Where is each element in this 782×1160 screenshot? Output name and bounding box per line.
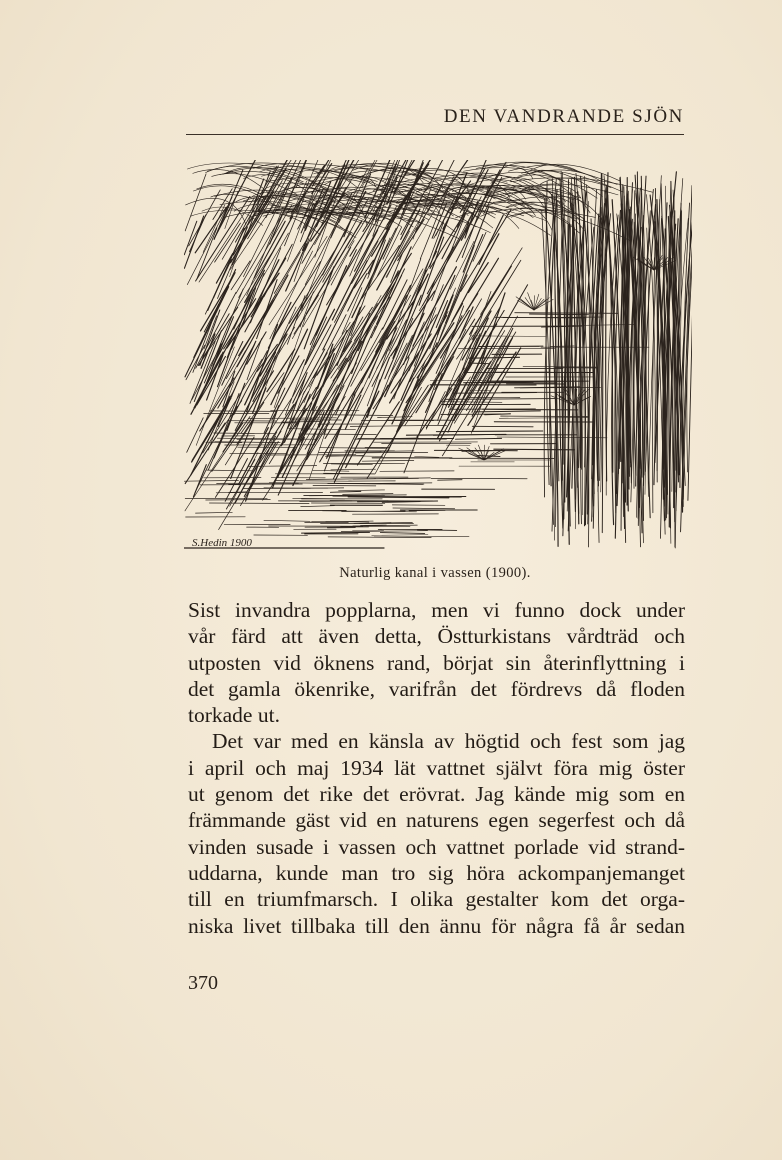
ink-stroke xyxy=(472,426,533,427)
ink-stroke xyxy=(374,478,430,479)
ink-stroke xyxy=(377,209,420,290)
running-head: DEN VANDRANDE SJÖN xyxy=(443,106,684,127)
ink-stroke xyxy=(313,317,327,347)
ink-stroke xyxy=(206,500,271,501)
ink-stroke xyxy=(350,425,446,426)
ink-stroke xyxy=(275,481,351,482)
ink-stroke xyxy=(301,506,335,507)
ink-stroke xyxy=(235,451,263,504)
ink-stroke xyxy=(293,325,331,397)
ink-stroke xyxy=(438,338,477,425)
text-line: Det var med en känsla av högtid och fest som jag xyxy=(212,729,685,754)
ink-stroke xyxy=(209,503,309,504)
ink-stroke xyxy=(523,366,596,367)
ink-stroke xyxy=(393,508,455,509)
ink-stroke xyxy=(271,329,308,404)
ink-stroke xyxy=(362,460,414,461)
ink-stroke xyxy=(497,437,607,438)
ink-stroke xyxy=(367,380,380,417)
ink-stroke xyxy=(230,196,258,277)
ink-stroke xyxy=(299,434,377,435)
ink-stroke xyxy=(196,292,236,368)
ink-stroke xyxy=(468,263,488,293)
ink-stroke xyxy=(339,490,385,491)
ink-stroke xyxy=(333,408,369,480)
ink-stroke xyxy=(341,531,427,532)
text-line: till en triumfmarsch. I olika gestalter kom det orga- xyxy=(188,887,685,912)
ink-stroke xyxy=(313,470,349,471)
ink-stroke xyxy=(254,221,285,278)
ink-stroke xyxy=(185,287,229,377)
ink-stroke xyxy=(333,496,405,497)
ink-stroke xyxy=(317,166,433,173)
ink-stroke xyxy=(302,532,370,533)
ink-stroke xyxy=(475,411,541,412)
ink-stroke xyxy=(542,211,554,525)
ink-stroke xyxy=(210,411,277,412)
ink-stroke xyxy=(274,220,318,293)
ink-stroke xyxy=(293,498,345,499)
ink-stroke xyxy=(309,495,406,496)
ink-stroke xyxy=(196,512,233,513)
text-line: utposten vid öknens rand, börjat sin återinflyttning i xyxy=(188,650,685,675)
ink-stroke xyxy=(426,392,445,430)
ink-stroke xyxy=(413,267,456,346)
reeds-canal-illustration xyxy=(184,160,692,552)
ink-stroke xyxy=(264,520,310,521)
ink-stroke xyxy=(456,438,502,439)
body-text xyxy=(188,597,685,939)
ink-stroke xyxy=(237,275,288,367)
ink-stroke xyxy=(462,311,491,360)
illustration-signature: S.Hedin 1900 xyxy=(192,537,252,549)
ink-stroke xyxy=(282,421,321,422)
text-line: vinden susade i vassen och vattnet porlade vid strand- xyxy=(188,834,685,859)
ink-stroke xyxy=(417,530,456,531)
text-line: niska livet tillbaka till den ännu för några få år sedan xyxy=(188,913,685,938)
ink-stroke xyxy=(330,491,360,492)
ink-stroke xyxy=(473,232,486,261)
ink-stroke xyxy=(303,241,354,327)
ink-stroke xyxy=(184,480,238,481)
paragraph-2 xyxy=(188,728,685,938)
ink-stroke xyxy=(441,402,503,403)
ink-stroke xyxy=(380,533,424,534)
text-line: främmande gäst vid en naturens egen segerfest och då xyxy=(188,808,685,833)
ink-stroke xyxy=(240,442,278,506)
ink-stroke xyxy=(331,469,376,470)
ink-stroke xyxy=(405,358,451,425)
ink-stroke xyxy=(185,423,225,484)
text-line: ut genom det rike det erövrat. Jag kände mig som en xyxy=(188,782,685,807)
ink-stroke xyxy=(472,260,521,340)
text-line: uddarna, kunde man tro sig höra ackompanjemanget xyxy=(188,860,685,885)
ink-stroke xyxy=(372,535,428,536)
ink-stroke xyxy=(331,464,372,465)
ink-stroke xyxy=(438,295,454,335)
ink-stroke xyxy=(394,438,418,439)
ink-stroke xyxy=(438,480,462,481)
ink-stroke xyxy=(342,511,406,512)
ink-stroke xyxy=(415,457,439,458)
text-line: vår färd att även detta, Östturkistans vårdträd och xyxy=(188,624,685,649)
ink-stroke xyxy=(452,234,499,322)
ink-stroke xyxy=(195,207,226,253)
ink-stroke xyxy=(185,174,206,231)
ink-stroke xyxy=(276,349,325,439)
ink-stroke xyxy=(318,415,393,416)
paragraph-1 xyxy=(188,597,685,728)
ink-stroke xyxy=(326,521,373,522)
ink-stroke xyxy=(446,399,555,400)
ink-stroke xyxy=(289,251,334,324)
text-line: det gamla ökenrike, varifrån det fördrevs då floden xyxy=(188,676,685,701)
ink-stroke xyxy=(343,494,393,495)
ink-stroke xyxy=(534,298,549,310)
ink-stroke xyxy=(305,209,344,285)
text-line: i april och maj 1934 lät vattnet självt föra mig öster xyxy=(188,755,685,780)
text-line: Sist invandra popplarna, men vi funno dock under xyxy=(188,598,685,622)
header-rule xyxy=(186,134,684,135)
page-number: 370 xyxy=(188,972,218,994)
ink-stroke xyxy=(351,240,386,336)
figure-caption: Naturlig kanal i vassen (1900). xyxy=(339,565,531,581)
ink-stroke xyxy=(352,215,393,283)
ink-stroke xyxy=(436,431,542,432)
ink-stroke xyxy=(388,377,424,452)
ink-stroke xyxy=(470,336,545,337)
text-line: torkade ut. xyxy=(188,703,280,728)
